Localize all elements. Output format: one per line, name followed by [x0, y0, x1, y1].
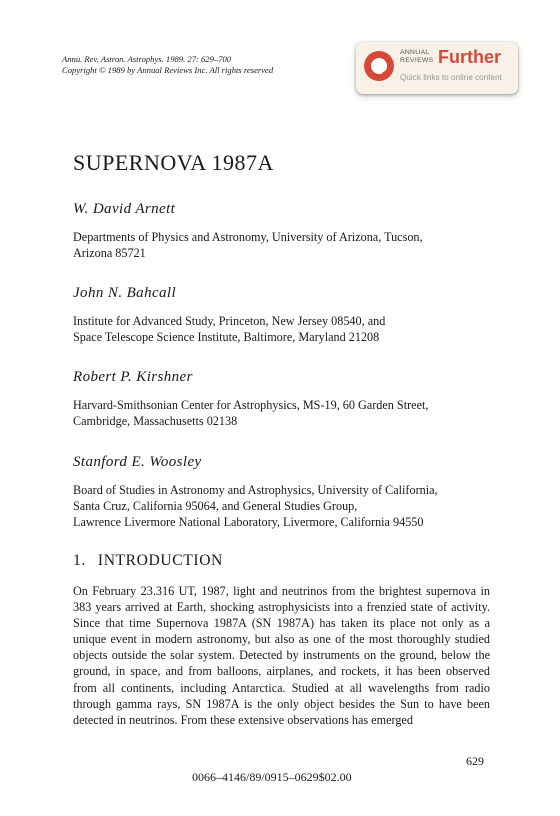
section-title: INTRODUCTION: [97, 552, 223, 569]
journal-citation: Annu. Rev. Astron. Astrophys. 1989. 27: 629–700: [62, 54, 232, 64]
section-heading: [73, 551, 223, 570]
annual-reviews-further-badge[interactable]: [356, 42, 518, 94]
page-number: 629: [466, 754, 484, 768]
badge-annual-reviews-label: ANNUAL REVIEWS: [400, 49, 434, 64]
author-name: W. David Arnett: [73, 201, 176, 217]
badge-further-label: Further: [438, 47, 501, 67]
author-affiliation: Board of Studies in Astronomy and Astrophysics, University of California, Santa Cruz, California 95064, and General Studies Group, Lawrence Livermore National Laboratory, Livermore, California 94550: [73, 483, 438, 529]
author-affiliation: Institute for Advanced Study, Princeton, New Jersey 08540, and Space Telescope Science Institute, Baltimore, Maryland 21208: [73, 314, 386, 344]
author-name: Stanford E. Woosley: [73, 454, 202, 470]
copyright-line: Copyright © 1989 by Annual Reviews Inc. All rights reserved: [62, 65, 274, 75]
badge-tagline: Quick links to online content: [400, 73, 502, 82]
price-code: 0066–4146/89/0915–0629$02.00: [192, 770, 352, 784]
author-name: Robert P. Kirshner: [73, 369, 193, 385]
section-number: 1.: [73, 552, 86, 569]
author-affiliation: Harvard-Smithsonian Center for Astrophysics, MS-19, 60 Garden Street, Cambridge, Massachusetts 02138: [73, 398, 429, 428]
author-name: John N. Bahcall: [73, 285, 177, 301]
author-affiliation: Departments of Physics and Astronomy, University of Arizona, Tucson, Arizona 85721: [73, 230, 423, 260]
back-arrow-circle-icon: [364, 51, 394, 81]
intro-paragraph: On February 23.316 UT, 1987, light and neutrinos from the brightest supernova in 383 years arrived at Earth, shocking astrophysicists into a frenzied state of activity. Since that time Supernova 1987A (SN 1987A) has taken its place not only as a unique event in modern astronomy, but also as one of the most thoroughly studied objects outside the solar system. Detected by instruments on the ground, below the ground, in space, and from balloons, airplanes, and rockets, it has been observed from all continents, including Antarctica. Studied at all wavelengths from radio through gamma rays, SN 1987A is the only object besides the Sun to have been detected in neutrinos. From these extensive observations has emerged: [73, 584, 490, 727]
journal-citation-block: [62, 54, 273, 76]
article-title: SUPERNOVA 1987A: [73, 150, 274, 175]
